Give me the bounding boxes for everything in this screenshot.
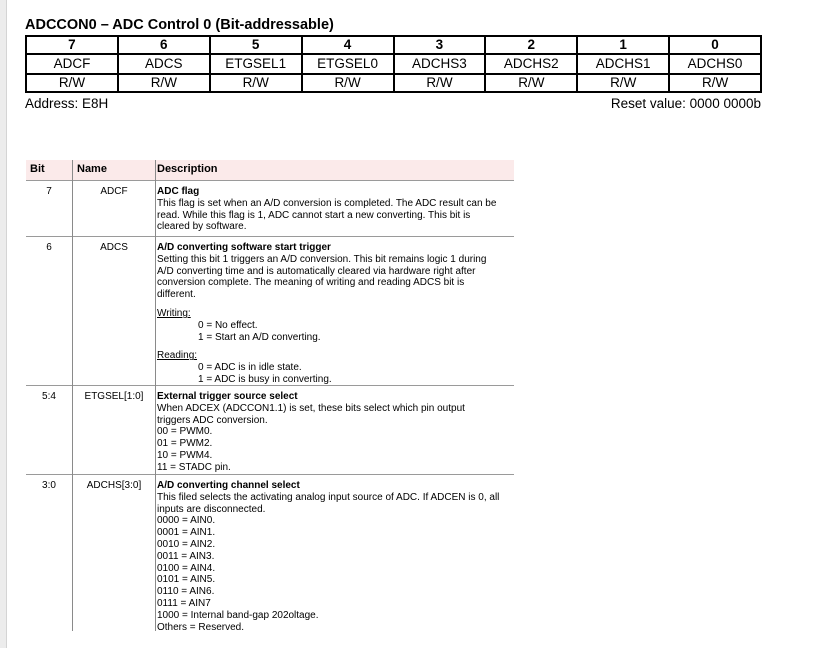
bit-5: 5 [210,36,302,54]
desc-line: triggers ADC conversion. [157,414,268,426]
bit-1: 1 [577,36,669,54]
header-bit: Bit [30,163,45,175]
desc-line: This flag is set when an A/D conversion is completed. The ADC result can be [157,197,497,209]
register-title: ADCCON0 – ADC Control 0 (Bit-addressable) [25,17,334,33]
writing-option: 0 = No effect. [198,319,258,331]
row-name: ADCHS[3:0] [86,480,142,491]
desc-row-adchs [26,474,514,635]
bit-name-adchs2: ADCHS2 [485,54,577,74]
desc-line: cleared by software. [157,221,247,233]
bit-name-adchs3: ADCHS3 [394,54,486,74]
bit-name-adcs: ADCS [118,54,210,74]
bit-name-adchs0: ADCHS0 [669,54,761,74]
access-5: R/W [210,74,302,92]
desc-line: conversion complete. The meaning of writing and reading ADCS bit is [157,277,465,289]
desc-line: 1000 = Internal band-gap 202oltage. [157,609,319,621]
bit-description-table [26,160,514,635]
access-row [26,74,761,92]
access-4: R/W [302,74,394,92]
access-7: R/W [26,74,118,92]
row-title: A/D converting software start trigger [157,242,331,253]
desc-line: 0101 = AIN5. [157,574,216,586]
reading-option: 1 = ADC is busy in converting. [198,373,332,385]
desc-line: 0001 = AIN1. [157,527,216,539]
desc-line: Setting this bit 1 triggers an A/D conversion. This bit remains logic 1 during [157,253,487,265]
desc-line: Others = Reserved. [157,621,244,633]
row-name: ETGSEL[1:0] [84,391,144,402]
reset-value: Reset value: 0000 0000b [610,96,761,111]
bit-name-etgsel0: ETGSEL0 [302,54,394,74]
desc-line: This filed selects the activating analog input source of ADC. If ADCEN is 0, all [157,491,500,503]
bit-6: 6 [118,36,210,54]
desc-row-etgsel [26,385,514,474]
row-bit: 6 [46,242,52,253]
row-name: ADCS [100,242,128,253]
row-description [157,480,513,633]
bit-0: 0 [669,36,761,54]
desc-line: When ADCEX (ADCCON1.1) is set, these bits select which pin output [157,402,465,414]
row-description [157,242,513,386]
row-bit: 3:0 [42,480,56,491]
page-left-edge [0,0,7,648]
register-address: Address: E8H [25,96,109,111]
reading-option: 0 = ADC is in idle state. [198,362,302,374]
row-title: A/D converting channel select [157,480,300,491]
bit-number-row [26,36,761,54]
bit-name-row [26,54,761,74]
row-title: ADC flag [157,186,200,197]
desc-row-adcf [26,180,514,236]
desc-line: 0111 = AIN7 [157,597,211,609]
bit-3: 3 [394,36,486,54]
access-2: R/W [485,74,577,92]
description-header [26,160,514,180]
desc-line: 11 = STADC pin. [157,461,231,473]
access-0: R/W [669,74,761,92]
column-divider [155,160,156,631]
bit-7: 7 [26,36,118,54]
desc-line: 0011 = AIN3. [157,550,215,562]
desc-line: 0100 = AIN4. [157,562,216,574]
writing-label: Writing: [157,307,191,319]
writing-option: 1 = Start an A/D converting. [198,331,321,343]
desc-line: A/D converting time and is automatically cleared via hardware right after [157,265,476,277]
bit-2: 2 [485,36,577,54]
bit-name-adchs1: ADCHS1 [577,54,669,74]
header-name: Name [77,163,107,175]
access-3: R/W [394,74,486,92]
desc-line: 00 = PWM0. [157,426,213,438]
reading-label: Reading: [157,350,198,362]
bit-name-etgsel1: ETGSEL1 [210,54,302,74]
access-1: R/W [577,74,669,92]
access-6: R/W [118,74,210,92]
header-description: Description [157,163,218,175]
register-bit-table [25,35,762,93]
desc-line: different. [157,289,196,301]
row-title: External trigger source select [157,391,298,402]
bit-4: 4 [302,36,394,54]
desc-line: 0000 = AIN0. [157,515,216,527]
row-name: ADCF [100,186,128,197]
desc-line: inputs are disconnected. [157,503,266,515]
desc-line: 10 = PWM4. [157,449,213,461]
bit-name-adcf: ADCF [26,54,118,74]
row-bit: 7 [46,186,52,197]
desc-line: read. While this flag is 1, ADC cannot start a new converting. This bit is [157,209,471,221]
desc-line: 01 = PWM2. [157,438,213,450]
row-description [157,186,513,233]
row-description [157,391,513,474]
row-bit: 5:4 [42,391,56,402]
desc-row-adcs [26,236,514,385]
desc-line: 0010 = AIN2. [157,538,216,550]
desc-line: 0110 = AIN6. [157,586,215,598]
column-divider [72,160,73,631]
